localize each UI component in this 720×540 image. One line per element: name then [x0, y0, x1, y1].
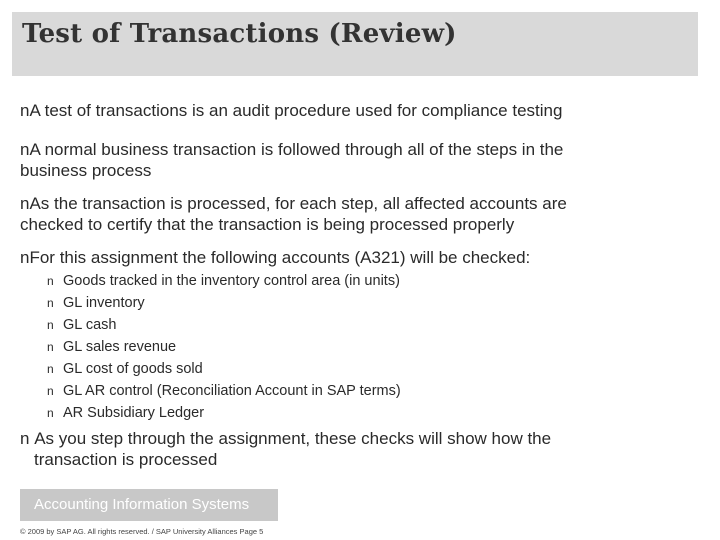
sub-item	[47, 270, 400, 292]
bullet-3	[20, 193, 690, 235]
sub-item-text: GL sales revenue	[63, 339, 177, 355]
bullet-text: A normal business transaction is followed through all of the steps in the	[29, 140, 564, 159]
sub-bullet-mark: n	[47, 296, 54, 310]
sub-item-text: GL AR control (Reconciliation Account in SAP terms)	[63, 383, 401, 399]
bullet-mark: n	[20, 140, 30, 159]
bullet-text: As the transaction is processed, for each step, all affected accounts are	[29, 194, 567, 213]
slide-title: Test of Transactions (Review)	[22, 19, 457, 49]
copyright-notice: © 2009 by SAP AG. All rights reserved. / SAP University Alliances Page 5	[20, 527, 264, 536]
title-bar	[12, 12, 698, 76]
sub-item-text: GL inventory	[63, 295, 145, 311]
sub-item-text: AR Subsidiary Ledger	[63, 405, 205, 421]
bullet-text: For this assignment the following accounts (A321) will be checked:	[29, 248, 531, 267]
bullet-mark: n	[20, 248, 30, 267]
sub-item	[47, 358, 203, 380]
sub-item-text: Goods tracked in the inventory control area (in units)	[63, 273, 400, 289]
sub-bullet-mark: n	[47, 362, 54, 376]
bullet-4	[20, 247, 690, 268]
sub-bullet-mark: n	[47, 406, 54, 420]
sub-item	[47, 292, 145, 314]
bullet-text: As you step through the assignment, these checks will show how the	[34, 429, 552, 448]
bullet-1	[20, 100, 690, 121]
closing-bullet	[20, 428, 690, 470]
sub-item-text: GL cost of goods sold	[63, 361, 203, 377]
bullet-text-continued: business process	[20, 161, 152, 180]
sub-bullet-mark: n	[47, 340, 54, 354]
bullet-text: A test of transactions is an audit procedure used for compliance testing	[29, 101, 563, 120]
sub-bullet-mark: n	[47, 318, 54, 332]
bullet-mark: n	[20, 429, 30, 448]
sub-item-text: GL cash	[63, 317, 117, 333]
bullet-text-continued: transaction is processed	[34, 450, 218, 469]
sub-bullet-mark: n	[47, 384, 54, 398]
footer-course-label	[20, 489, 278, 521]
bullet-mark: n	[20, 194, 30, 213]
sub-bullet-mark: n	[47, 274, 54, 288]
sub-item	[47, 314, 116, 336]
sub-item	[47, 402, 204, 424]
footer-label-text: Accounting Information Systems	[34, 496, 250, 513]
sub-item	[47, 380, 401, 402]
bullet-mark: n	[20, 101, 30, 120]
bullet-text-continued: checked to certify that the transaction is being processed properly	[20, 215, 515, 234]
bullet-2	[20, 139, 690, 181]
sub-item	[47, 336, 176, 358]
